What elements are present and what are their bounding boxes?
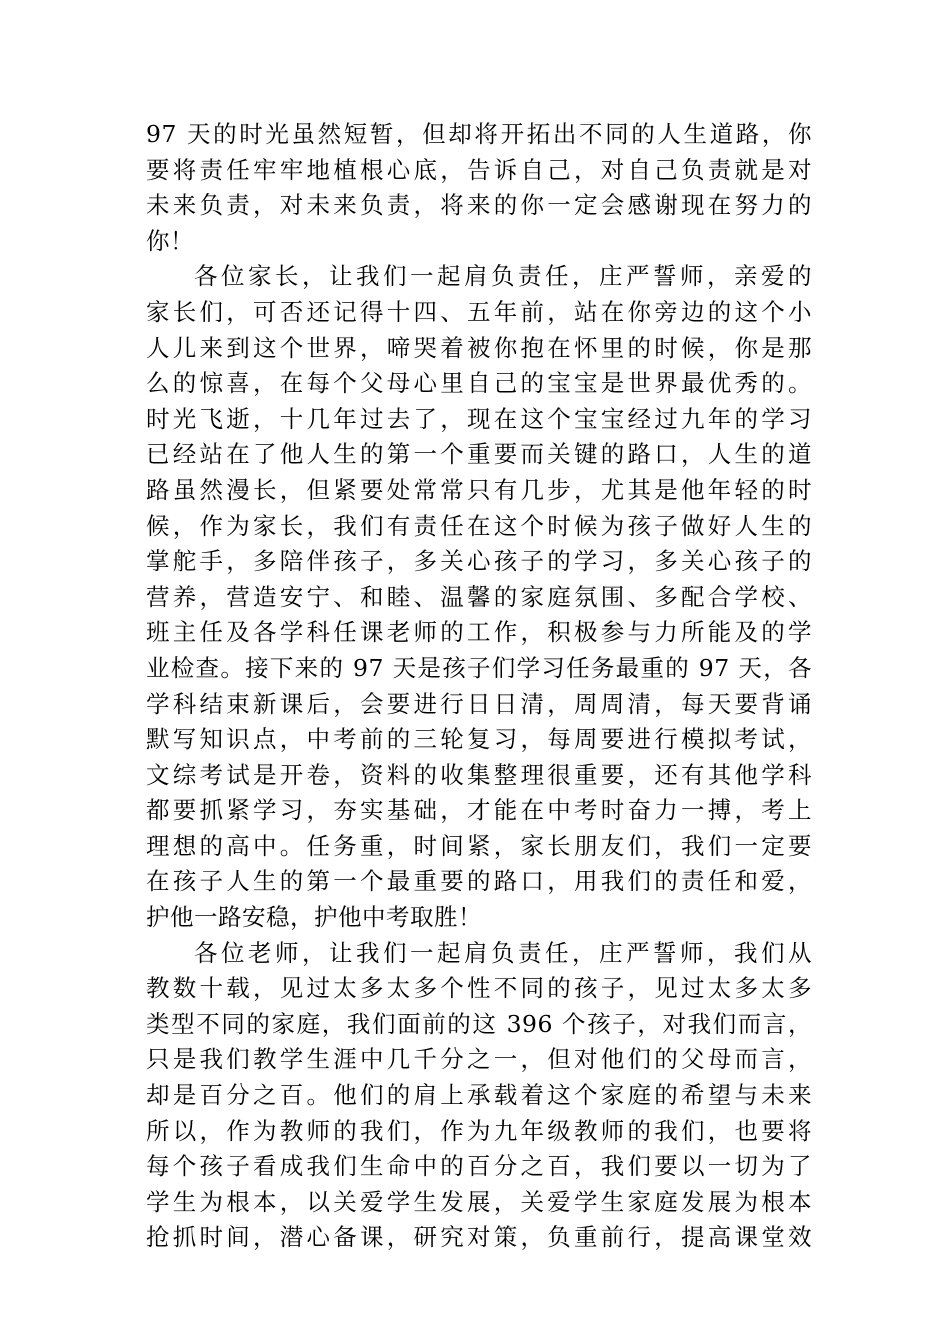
text-line: 理想的高中。任务重，时间紧，家长朋友们，我们一定要 <box>146 831 812 860</box>
document-page <box>146 117 812 1256</box>
text-line: 学生为根本，以关爱学生发展，关爱学生家庭发展为根本 <box>146 1187 812 1216</box>
text-line: 各位家长，让我们一起肩负责任，庄严誓师，亲爱的 <box>194 262 812 291</box>
text-line: 候，作为家长，我们有责任在这个时候为孩子做好人生的 <box>146 511 812 540</box>
paragraph-1 <box>146 117 812 259</box>
text-line: 所以，作为教师的我们，作为九年级教师的我们，也要将 <box>146 1116 812 1145</box>
paragraph-2 <box>146 259 812 935</box>
text-line: 都要抓紧学习，夯实基础，才能在中考时奋力一搏，考上 <box>146 796 812 825</box>
text-line: 文综考试是开卷，资料的收集整理很重要，还有其他学科 <box>146 760 812 789</box>
text-line: 未来负责，对未来负责，将来的你一定会感谢现在努力的 <box>146 191 812 220</box>
text-line: 学科结束新课后，会要进行日日清，周周清，每天要背诵 <box>146 689 812 718</box>
text-line: 只是我们教学生涯中几千分之一，但对他们的父母而言， <box>146 1045 812 1074</box>
text-line: 护他一路安稳，护他中考取胜！ <box>146 903 482 932</box>
text-line: 97 天的时光虽然短暂，但却将开拓出不同的人生道路，你 <box>146 120 812 148</box>
paragraph-3 <box>146 936 812 1256</box>
text-line: 营养，营造安宁、和睦、温馨的家庭氛围、多配合学校、 <box>146 582 812 611</box>
text-line: 默写知识点，中考前的三轮复习，每周要进行模拟考试， <box>146 725 812 754</box>
text-line: 班主任及各学科任课老师的工作，积极参与力所能及的学 <box>146 618 812 647</box>
text-line: 各位老师，让我们一起肩负责任，庄严誓师，我们从 <box>194 938 812 967</box>
text-line: 教数十载，见过太多太多个性不同的孩子，见过太多太多 <box>146 974 812 1003</box>
text-line: 要将责任牢牢地植根心底，告诉自己，对自己负责就是对 <box>146 155 812 184</box>
text-line: 抢抓时间，潜心备课，研究对策，负重前行，提高课堂效 <box>146 1223 812 1252</box>
text-line: 已经站在了他人生的第一个重要而关键的路口，人生的道 <box>146 440 812 469</box>
text-line: 却是百分之百。他们的肩上承载着这个家庭的希望与未来 <box>146 1081 812 1110</box>
text-line: 家长们，可否还记得十四、五年前，站在你旁边的这个小 <box>146 297 812 326</box>
text-line: 类型不同的家庭，我们面前的这 396 个孩子，对我们而言， <box>146 1009 812 1038</box>
text-line: 每个孩子看成我们生命中的百分之百，我们要以一切为了 <box>146 1152 812 1181</box>
text-line: 么的惊喜，在每个父母心里自己的宝宝是世界最优秀的。 <box>146 369 812 398</box>
text-line: 业检查。接下来的 97 天是孩子们学习任务最重的 97 天，各 <box>146 653 812 682</box>
text-line: 时光飞逝，十几年过去了，现在这个宝宝经过九年的学习 <box>146 404 812 433</box>
text-line: 你！ <box>146 226 194 255</box>
text-line: 人儿来到这个世界，啼哭着被你抱在怀里的时候，你是那 <box>146 333 812 362</box>
text-line: 在孩子人生的第一个最重要的路口，用我们的责任和爱， <box>146 867 812 896</box>
text-line: 路虽然漫长，但紧要处常常只有几步，尤其是他年轻的时 <box>146 475 812 504</box>
text-line: 掌舵手，多陪伴孩子，多关心孩子的学习，多关心孩子的 <box>146 547 812 576</box>
